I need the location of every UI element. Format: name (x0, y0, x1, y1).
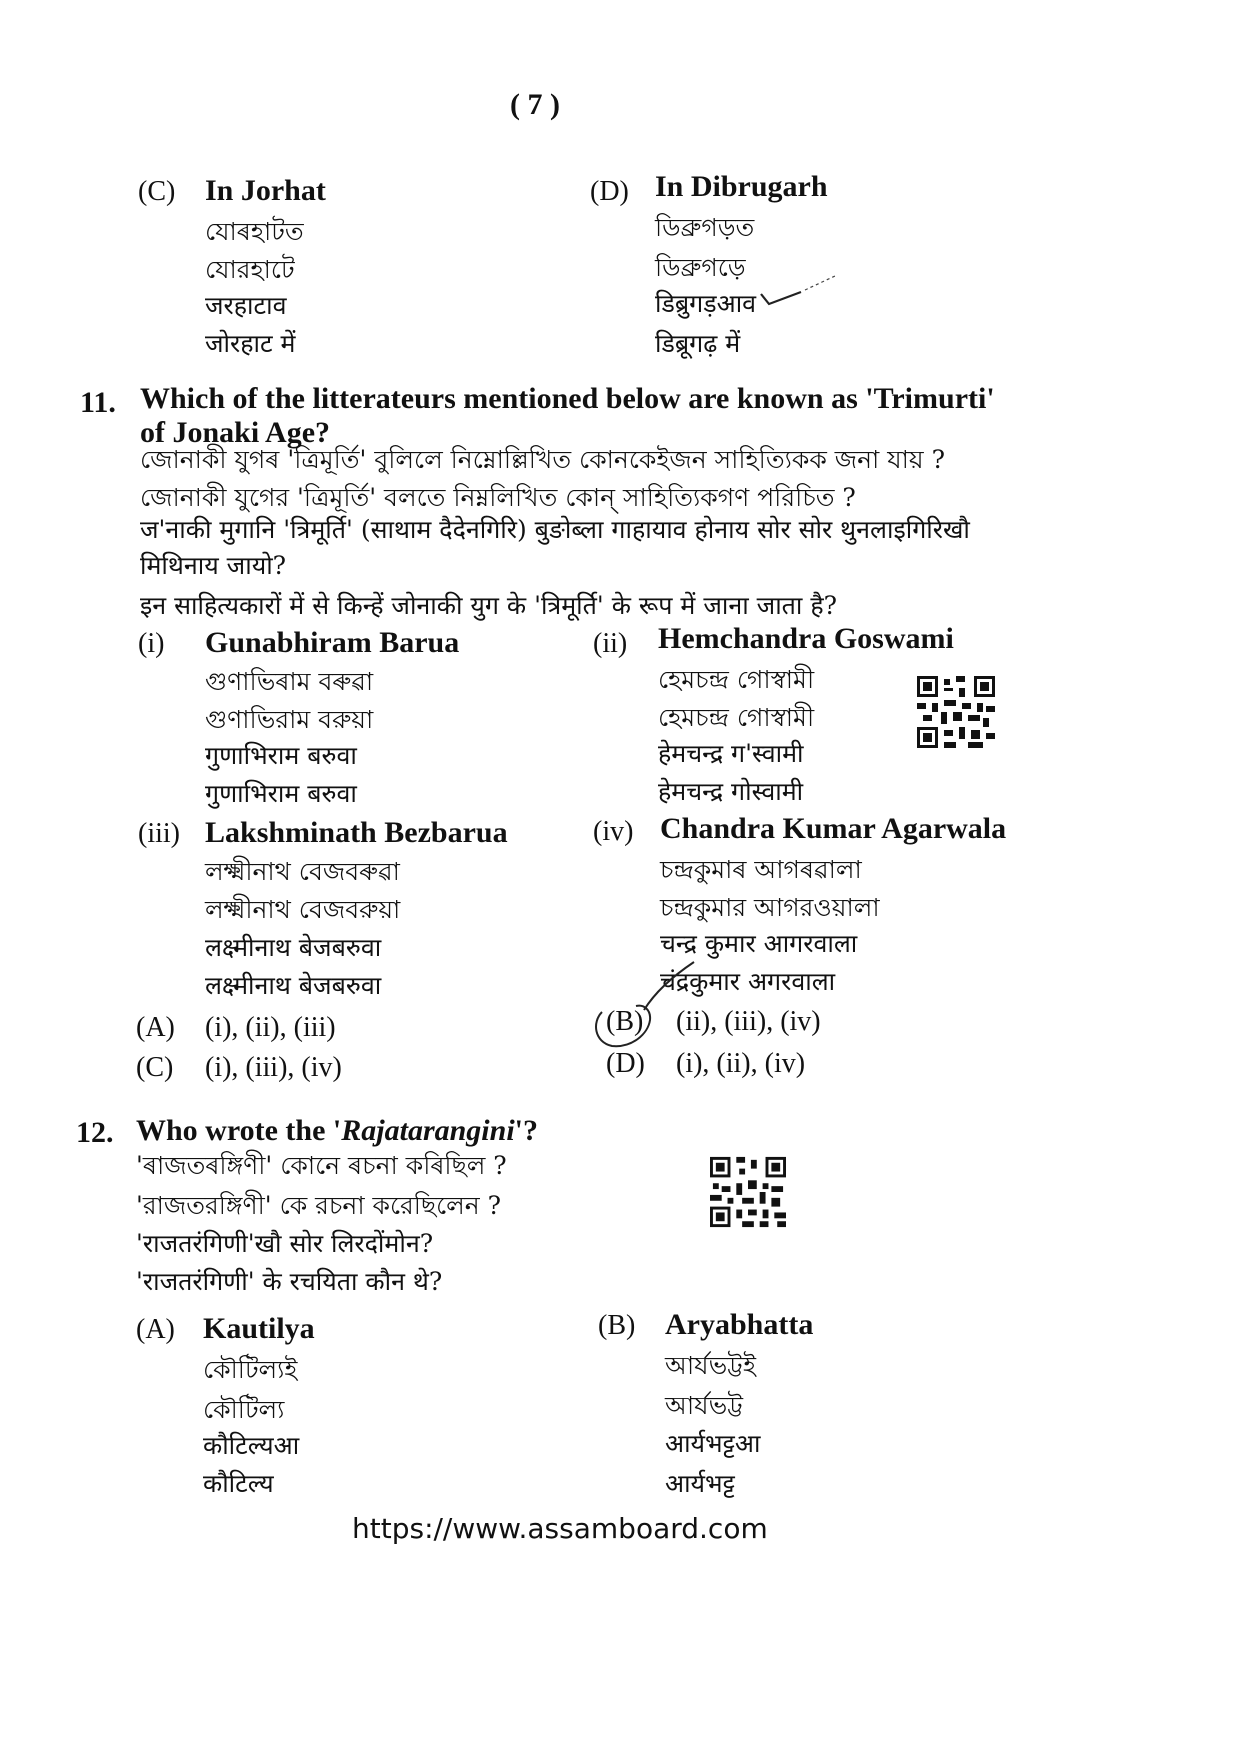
question-translation: इन साहित्यकारों में से किन्हें जोनाकी युग के 'त्रिमूर्ति' के रूप में जाना जाता है? (140, 591, 838, 620)
answer-circle-mark (588, 1000, 678, 1052)
item-translation: লক্ষ্মীনাথ বেজবরুয়া (205, 895, 401, 924)
item-translation: গুণাভিরাম বরুয়া (205, 705, 374, 734)
item-translation: चंद्रकुमार अगरवाला (660, 967, 836, 996)
question-translation: জোনাকী যুগের 'ত্রিমূর্তি' বলতে নিম্নলিখিত কোন্ সাহিত্যিকগণ পরিচিত ? (140, 483, 856, 512)
answer-text: (i), (ii), (iv) (676, 1048, 806, 1079)
item-translation: হেমচন্দ্ৰ গোস্বামী (658, 665, 815, 694)
option-translation: কৌটিল্য (203, 1395, 285, 1424)
page-number: ( 7 ) (510, 88, 560, 121)
question-number: 11. (80, 386, 116, 419)
question-text: Who wrote the 'Rajatarangini'? (136, 1114, 539, 1147)
item-translation: গুণাভিৰাম বৰুৱা (205, 667, 374, 696)
item-translation: लक्ष्मीनाथ बेजबरुवा (205, 971, 382, 1000)
option-translation: डिब्रूगढ़ में (655, 329, 741, 358)
item-label: (iv) (593, 816, 634, 847)
option-translation: कौटिल्य (203, 1469, 274, 1498)
qr-code-icon (917, 676, 995, 748)
option-translation: आर्यभट्टआ (665, 1429, 761, 1458)
item-translation: गुणाभिराम बरुवा (205, 779, 357, 808)
item-text-en: Hemchandra Goswami (658, 622, 954, 655)
item-text-en: Lakshminath Bezbarua (205, 816, 508, 849)
option-translation: ডিব্ৰুগড়ত (655, 213, 755, 242)
answer-label: (C) (136, 1052, 174, 1083)
answer-text: (i), (iii), (iv) (205, 1052, 342, 1083)
option-translation: কৌটিল্যই (203, 1355, 298, 1384)
question-translation: 'राजतरंगिणी'खौ सोर लिरदोंमोन? (136, 1229, 434, 1258)
answer-label: (D) (606, 1048, 645, 1079)
answer-text: (i), (ii), (iii) (205, 1012, 336, 1043)
option-translation: जरहाटाव (205, 291, 287, 320)
item-text-en: Chandra Kumar Agarwala (660, 812, 1007, 845)
option-translation: যোরহাটে (205, 255, 295, 284)
option-label: (C) (138, 176, 176, 207)
question-text: Which of the litterateurs mentioned below are known as 'Trimurti' of Jonaki Age? (140, 382, 995, 449)
qr-code-icon (710, 1156, 786, 1228)
item-text-en: Gunabhiram Barua (205, 626, 460, 659)
item-translation: লক্ষ্মীনাথ বেজবৰুৱা (205, 857, 400, 886)
item-label: (ii) (593, 628, 628, 659)
item-label: (iii) (138, 818, 180, 849)
question-translation: জোনাকী যুগৰ 'ত্ৰিমূৰ্তি' বুলিলে নিম্নোল্লিখিত কোনকেইজন সাহিত্যিকক জনা যায় ? (140, 445, 945, 474)
item-translation: চন্দ্রকুমার আগরওয়ালা (660, 893, 880, 922)
option-text-en: Kautilya (203, 1312, 315, 1345)
option-translation: आर्यभट्ट (665, 1469, 735, 1498)
option-translation: डिब्रुगड़आव (655, 289, 757, 318)
item-translation: हेमचन्द्र ग'स्वामी (658, 739, 804, 768)
item-translation: হেমচন্দ্র গোস্বামী (658, 703, 815, 732)
question-number: 12. (76, 1116, 114, 1149)
option-translation: कौटिल्यआ (203, 1431, 300, 1460)
question-translation: 'ৰাজতৰঙ্গিণী' কোনে ৰচনা কৰিছিল ? (136, 1151, 507, 1180)
option-translation: আর্যভট্ট (665, 1391, 743, 1420)
answer-label: (B) (606, 1006, 644, 1037)
tick-mark-icon (755, 270, 845, 310)
option-label: (D) (590, 176, 629, 207)
item-translation: लक्ष्मीनाथ बेजबरुवा (205, 933, 382, 962)
option-text-en: Aryabhatta (665, 1308, 814, 1341)
item-translation: चन्द्र कुमार आगरवाला (660, 929, 858, 958)
option-translation: जोरहाट में (205, 329, 296, 358)
option-label: (B) (598, 1310, 636, 1341)
item-label: (i) (138, 628, 165, 659)
question-translation: 'राजतरंगिणी' के रचयिता कौन थे? (136, 1267, 443, 1296)
answer-label: (A) (136, 1012, 175, 1043)
option-translation: আৰ্যভট্টই (665, 1351, 756, 1380)
item-translation: हेमचन्द्र गोस्वामी (658, 777, 804, 806)
item-translation: गुणाभिराम बरुवा (205, 741, 357, 770)
option-label: (A) (136, 1314, 175, 1345)
option-text-en: In Jorhat (205, 174, 326, 207)
footer-url[interactable]: https://www.assamboard.com (352, 1512, 768, 1545)
option-translation: যোৰহাটত (205, 217, 304, 246)
option-text-en: In Dibrugarh (655, 170, 828, 203)
question-translation: 'রাজতরঙ্গিণী' কে রচনা করেছিলেন ? (136, 1191, 502, 1220)
option-translation: ডিব্রুগড়ে (655, 253, 746, 282)
item-translation: চন্দ্ৰকুমাৰ আগৰৱালা (660, 855, 862, 884)
question-translation: ज'नाकी मुगानि 'त्रिमूर्ति' (साथाम दैदेनगिरि) बुङोब्ला गाहायाव होनाय सोर सोर थुनलाइगिरिखौ मिथिनाय जायो? (140, 515, 970, 580)
answer-text: (ii), (iii), (iv) (676, 1006, 821, 1037)
